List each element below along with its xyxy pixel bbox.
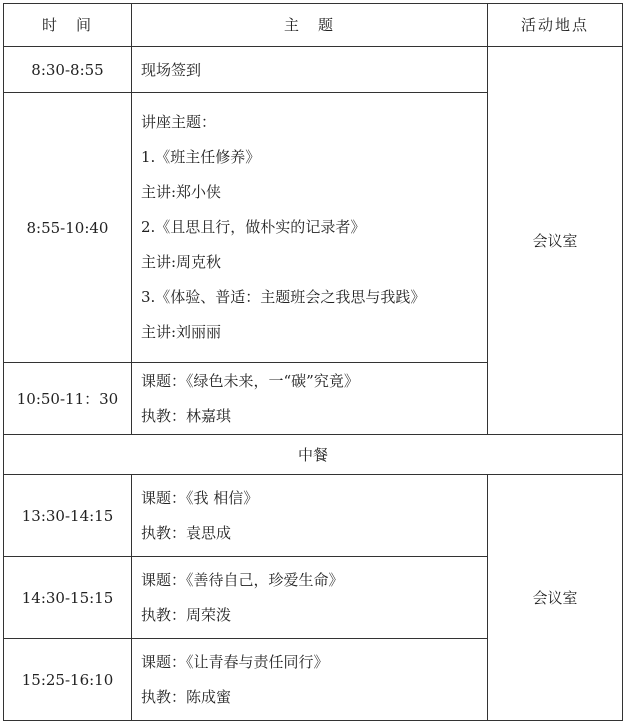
topic-line: 3.《体验、普适：主题班会之我思与我践》: [141, 288, 426, 306]
row-time: 8:55-10:40: [4, 93, 132, 363]
topic-line: 课题：《善待自己，珍爱生命》: [141, 570, 344, 589]
topic-line: 讲座主题：: [141, 113, 217, 131]
topic-line: 课题：《我 相信》: [141, 488, 259, 507]
topic-line: 执教：周荣泼: [141, 605, 232, 624]
row-time: 10:50-11：30: [4, 363, 132, 435]
row-topic: [132, 363, 488, 435]
topic-line: 2.《且思且行，做朴实的记录者》: [141, 218, 366, 236]
header-time: 时 间: [4, 4, 132, 47]
topic-line: 主讲:刘丽丽: [141, 323, 222, 341]
row-topic: [132, 557, 488, 639]
topic-line: 主讲:郑小侠: [141, 183, 222, 201]
schedule-table: [3, 3, 623, 721]
row-time: 15:25-16:10: [4, 639, 132, 721]
topic-line: 1.《班主任修养》: [141, 148, 261, 166]
header-venue: 活动地点: [488, 4, 623, 47]
table-row: [4, 475, 623, 557]
topic-line: 现场签到: [141, 60, 202, 79]
topic-line: 课题：《绿色未来，一“碳”究竟》: [141, 371, 359, 390]
row-time: 14:30-15:15: [4, 557, 132, 639]
lunch-label: 中餐: [4, 435, 623, 475]
row-time: 8:30-8:55: [4, 47, 132, 93]
venue-morning: 会议室: [488, 47, 623, 435]
header-row: [4, 4, 623, 47]
row-time: 13:30-14:15: [4, 475, 132, 557]
row-topic: [132, 93, 488, 363]
topic-line: 执教：袁思成: [141, 523, 232, 542]
topic-line: 课题：《让青春与责任同行》: [141, 652, 329, 671]
row-topic: [132, 475, 488, 557]
table-row: [4, 47, 623, 93]
topic-line: 执教：林嘉琪: [141, 406, 232, 425]
venue-afternoon: 会议室: [488, 475, 623, 721]
topic-line: 执教：陈成蜜: [141, 687, 232, 706]
topic-line: 主讲:周克秋: [141, 253, 222, 271]
row-topic: [132, 47, 488, 93]
header-topic: 主 题: [132, 4, 488, 47]
row-topic: [132, 639, 488, 721]
lunch-row: [4, 435, 623, 475]
